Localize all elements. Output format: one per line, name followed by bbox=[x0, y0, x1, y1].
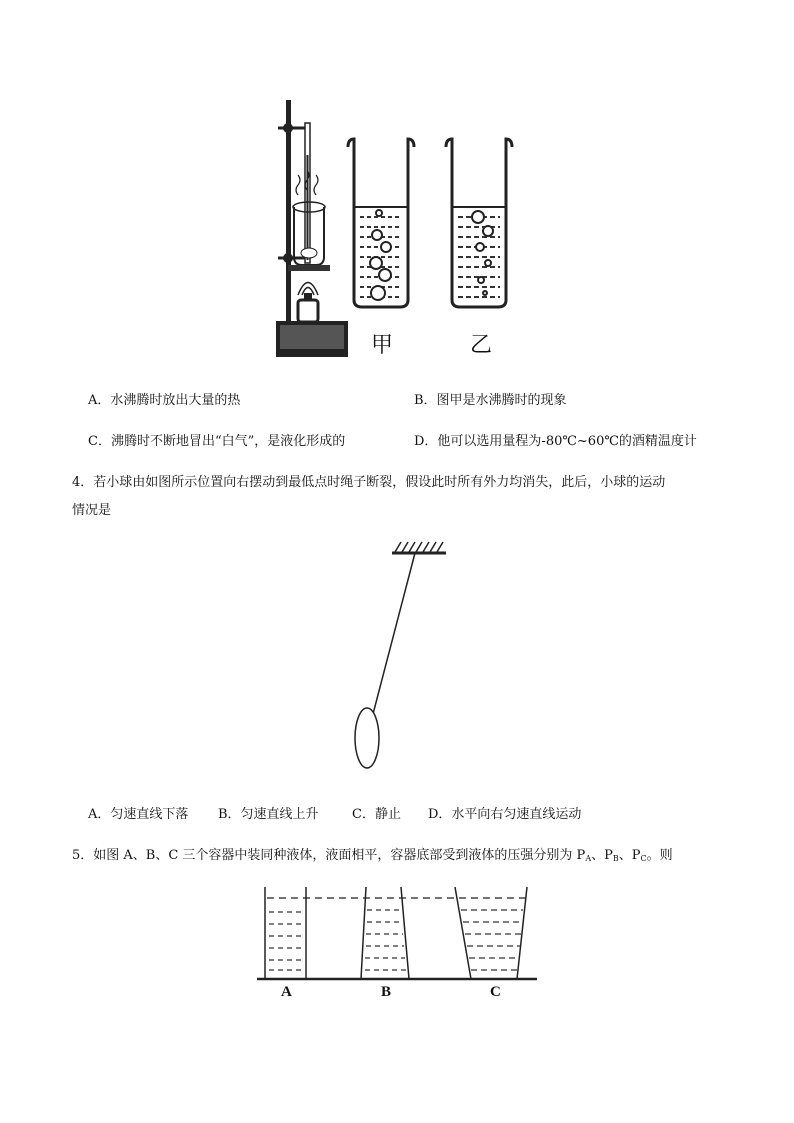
figure-label-jia: 甲 bbox=[371, 333, 394, 358]
q4-option-b: B．匀速直线上升 bbox=[218, 807, 319, 822]
q3-option-b: B．图甲是水沸腾时的现象 bbox=[414, 393, 567, 408]
q4-stem-line2: 情况是 bbox=[72, 503, 112, 518]
q5-sep1: 、P bbox=[591, 848, 613, 863]
q3-option-d: D．他可以选用量程为-80℃~60℃的酒精温度计 bbox=[414, 434, 697, 449]
q5-sep2: 、P bbox=[618, 848, 641, 863]
q4-option-a: A．匀速直线下落 bbox=[88, 807, 189, 822]
container-label-b: B bbox=[381, 984, 392, 1000]
q5-sub-a: A bbox=[585, 854, 592, 863]
q3-option-a: A．水沸腾时放出大量的热 bbox=[88, 393, 241, 408]
q5-stem-text: 5．如图 A、B、C 三个容器中装同种液体，液面相平，容器底部受到液体的压强分别为 P bbox=[72, 848, 586, 863]
container-label-a: A bbox=[281, 984, 292, 1000]
containers-figure bbox=[255, 882, 540, 982]
q4-stem-line1: 4．若小球由如图所示位置向右摆动到最低点时绳子断裂，假设此时所有外力均消失，此后，小球的运动 bbox=[72, 475, 666, 490]
container-label-c: C bbox=[490, 984, 501, 1000]
pendulum-figure bbox=[340, 538, 450, 778]
q5-sub-b: B bbox=[612, 854, 619, 863]
q3-option-c: C．沸腾时不断地冒出“白气”，是液化形成的 bbox=[88, 434, 346, 449]
boiling-experiment-figure bbox=[270, 95, 510, 365]
q4-option-c: C．静止 bbox=[352, 807, 401, 822]
q5-stem bbox=[72, 844, 673, 863]
q4-option-d: D．水平向右匀速直线运动 bbox=[428, 807, 582, 822]
figure-label-yi: 乙 bbox=[470, 333, 493, 358]
q5-stem-end: 。则 bbox=[646, 848, 673, 863]
q5-sub-c: C bbox=[640, 854, 647, 863]
